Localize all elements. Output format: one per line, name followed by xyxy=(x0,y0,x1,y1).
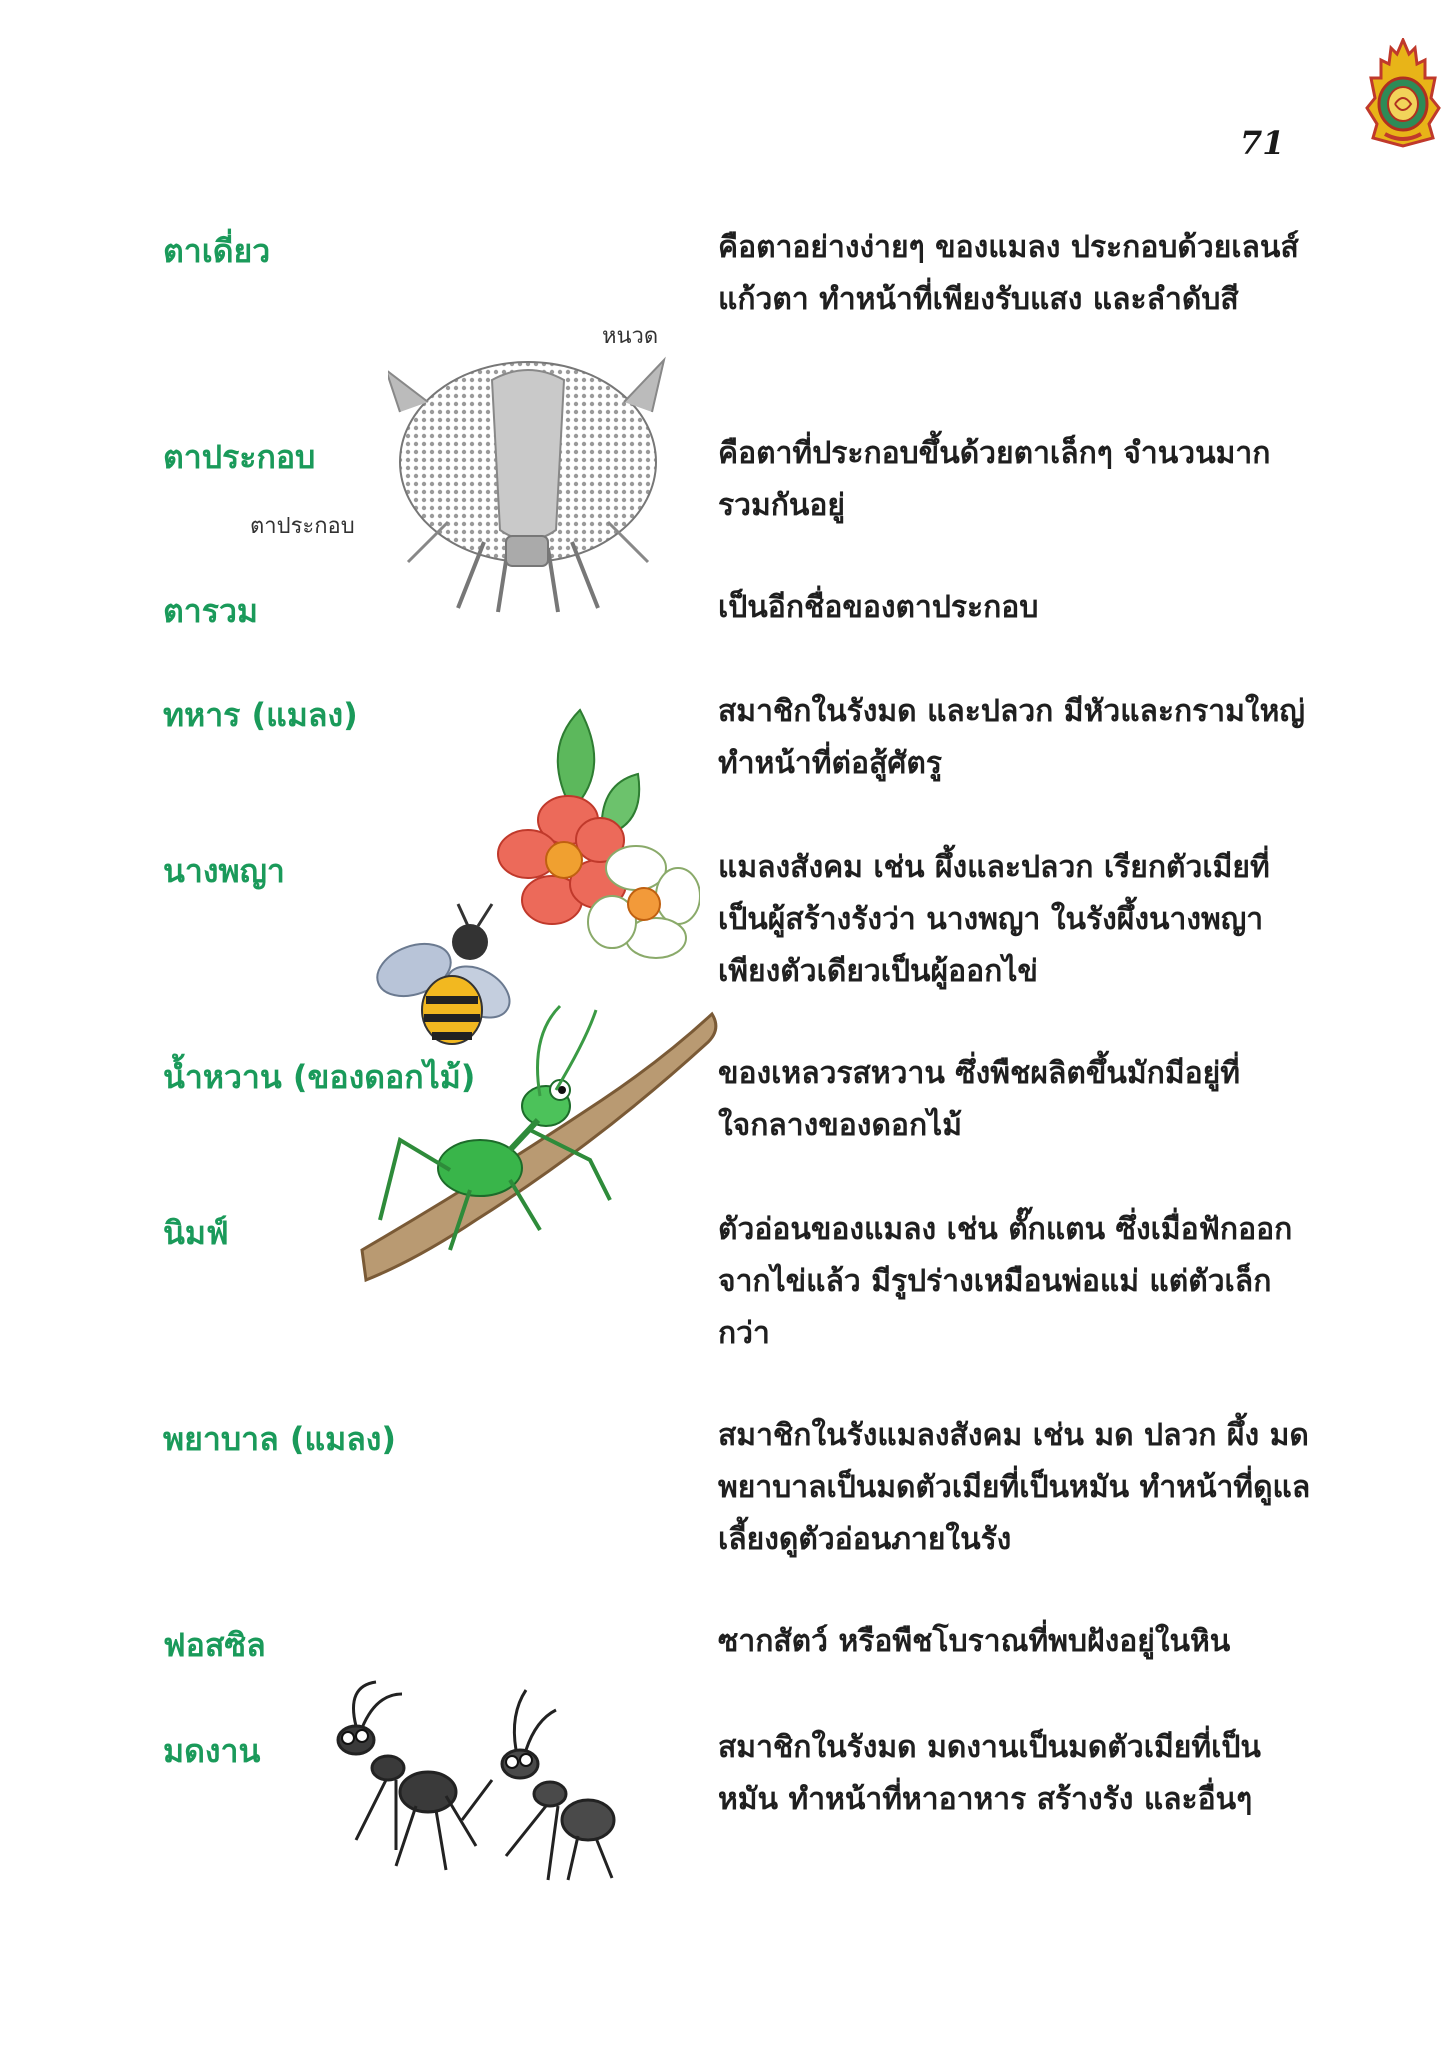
school-emblem-icon xyxy=(1365,38,1441,148)
glossary-term: ตาประกอบ xyxy=(163,438,316,476)
glossary-definition: สมาชิกในรังมด มดงานเป็นมดตัวเมียที่เป็นหมัน ทำหน้าที่หาอาหาร สร้างรัง และอื่นๆ xyxy=(718,1730,1261,1817)
glossary-definition: สมาชิกในรังแมลงสังคม เช่น มด ปลวก ผึ้ง มดพยาบาลเป็นมดตัวเมียที่เป็นหมัน ทำหน้าที่ดูแลเลี้ยงดูตัวอ่อนภายในรัง xyxy=(718,1418,1311,1557)
glossary-definition: เป็นอีกชื่อของตาประกอบ xyxy=(718,590,1039,625)
glossary-term: นางพญา xyxy=(163,852,285,890)
page-number: 71 xyxy=(1240,124,1285,162)
glossary-definition: แมลงสังคม เช่น ผึ้งและปลวก เรียกตัวเมียที่เป็นผู้สร้างรังว่า นางพญา ในรังผึ้งนางพญาเพียงตัวเดียวเป็นผู้ออกไข่ xyxy=(718,850,1270,989)
ants-illustration xyxy=(296,1676,616,1890)
glossary-definition: ซากสัตว์ หรือพืชโบราณที่พบฝังอยู่ในหิน xyxy=(718,1624,1231,1659)
glossary-term: พยาบาล (แมลง) xyxy=(163,1420,397,1458)
compound-eye-caption: ตาประกอบ xyxy=(250,514,355,539)
glossary-definition: คือตาอย่างง่ายๆ ของแมลง ประกอบด้วยเลนส์แก้วตา ทำหน้าที่เพียงรับแสง และลำดับสี xyxy=(718,230,1299,317)
glossary-term: ตารวม xyxy=(163,592,258,630)
glossary-definition: คือตาที่ประกอบขึ้นด้วยตาเล็กๆ จำนวนมากรวมกันอยู่ xyxy=(718,436,1271,523)
antenna-caption: หนวด xyxy=(602,324,659,349)
glossary-term: มดงาน xyxy=(163,1732,261,1770)
glossary-term: ทหาร (แมลง) xyxy=(163,696,358,734)
glossary-definition: ของเหลวรสหวาน ซึ่งพืชผลิตขึ้นมักมีอยู่ที่ใจกลางของดอกไม้ xyxy=(718,1056,1240,1143)
glossary-definition: ตัวอ่อนของแมลง เช่น ตั๊กแตน ซึ่งเมื่อฟักออกจากไข่แล้ว มีรูปร่างเหมือนพ่อแม่ แต่ตัวเล็กกว่า xyxy=(718,1212,1293,1351)
glossary-term: น้ำหวาน (ของดอกไม้) xyxy=(163,1058,476,1096)
glossary-term: ฟอสซิล xyxy=(163,1626,266,1664)
glossary-definition: สมาชิกในรังมด และปลวก มีหัวและกรามใหญ่ ทำหน้าที่ต่อสู้ศัตรู xyxy=(718,694,1305,781)
grasshopper-illustration xyxy=(360,1000,720,1300)
glossary-term: นิมฟ์ xyxy=(163,1214,229,1252)
insect-head-illustration xyxy=(388,352,666,614)
glossary-term: ตาเดี่ยว xyxy=(163,232,271,270)
